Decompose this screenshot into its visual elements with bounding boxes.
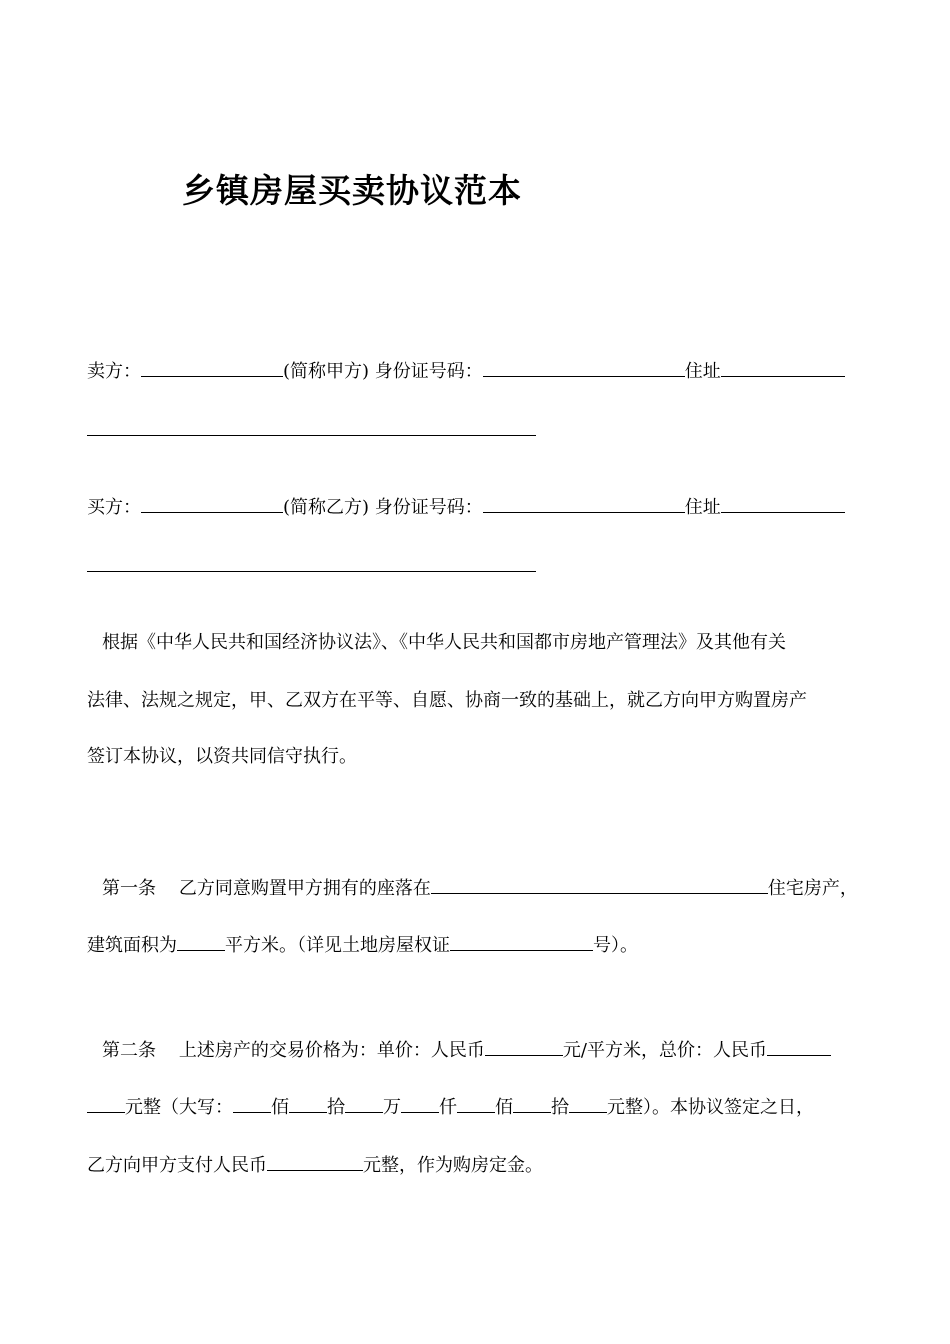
article2-line3-b: 元整，作为购房定金。: [363, 1155, 543, 1176]
buyer-address-label: 住址: [684, 497, 721, 518]
seller-label: 卖方：: [87, 361, 141, 382]
article2-line2-a: 元整（大写：: [125, 1097, 233, 1118]
floor-area-blank[interactable]: [177, 932, 225, 951]
article1-text-a: 乙方同意购置甲方拥有的座落在: [178, 878, 431, 899]
article1-heading: 第一条: [102, 878, 156, 899]
article1-line2-b: 平方米。（详见土地房屋权证: [225, 935, 450, 956]
article1-line-1: [87, 875, 858, 901]
article1-line-2: [87, 932, 638, 958]
seller-address-blank[interactable]: [721, 358, 845, 377]
article2-text-b: 元/平方米，总价：人民币: [562, 1040, 767, 1061]
amount-blank-3[interactable]: [345, 1094, 383, 1113]
seller-address-continued-blank[interactable]: [87, 435, 536, 436]
property-location-blank[interactable]: [431, 875, 768, 894]
certificate-number-blank[interactable]: [450, 932, 593, 951]
deposit-amount-blank[interactable]: [267, 1152, 363, 1171]
amount-blank-2[interactable]: [289, 1094, 327, 1113]
article2-line-3: [87, 1152, 543, 1178]
seller-alias: (简称甲方): [283, 361, 370, 382]
seller-id-label: 身份证号码：: [374, 361, 483, 382]
article1-text-b: 住宅房产，: [767, 878, 858, 899]
amount-blank-4[interactable]: [401, 1094, 439, 1113]
seller-name-blank[interactable]: [141, 358, 283, 377]
buyer-address-continued-blank[interactable]: [87, 571, 536, 572]
buyer-line: [87, 494, 845, 520]
document-title: 乡镇房屋买卖协议范本: [182, 171, 522, 210]
amount-blank-6[interactable]: [513, 1094, 551, 1113]
buyer-alias: (简称乙方): [283, 497, 370, 518]
article2-line-2: [87, 1094, 814, 1120]
amount-blank-1[interactable]: [233, 1094, 271, 1113]
article2-u-end: 元整）。本协议签定之日，: [607, 1097, 814, 1118]
article2-heading: 第二条: [102, 1040, 156, 1061]
article2-line3-a: 乙方向甲方支付人民币: [87, 1155, 267, 1176]
unit-price-blank[interactable]: [485, 1037, 563, 1056]
article1-line2-c: 号）。: [593, 935, 638, 956]
seller-line: [87, 358, 845, 384]
unit-shi: 拾: [327, 1097, 345, 1118]
preamble-line-3: 签订本协议，以资共同信守执行。: [87, 746, 357, 767]
preamble-line-2: 法律、法规之规定，甲、乙双方在平等、自愿、协商一致的基础上，就乙方向甲方购置房产: [87, 690, 807, 711]
article2-line-1: [87, 1037, 831, 1063]
unit-qian: 仟: [439, 1097, 457, 1118]
seller-address-label: 住址: [684, 361, 721, 382]
buyer-name-blank[interactable]: [141, 494, 283, 513]
unit-wan: 万: [383, 1097, 401, 1118]
total-price-continued-blank[interactable]: [87, 1094, 125, 1113]
article2-text-a: 上述房产的交易价格为：单价：人民币: [178, 1040, 485, 1061]
buyer-id-blank[interactable]: [483, 494, 685, 513]
buyer-address-blank[interactable]: [721, 494, 845, 513]
seller-id-blank[interactable]: [483, 358, 685, 377]
amount-blank-5[interactable]: [457, 1094, 495, 1113]
total-price-blank[interactable]: [767, 1037, 831, 1056]
article1-line2-a: 建筑面积为: [87, 935, 177, 956]
preamble-line-1: 根据《中华人民共和国经济协议法》、《中华人民共和国都市房地产管理法》及其他有关: [102, 632, 786, 653]
buyer-label: 买方：: [87, 497, 141, 518]
unit-shi-2: 拾: [551, 1097, 569, 1118]
buyer-id-label: 身份证号码：: [374, 497, 483, 518]
unit-bai-2: 佰: [495, 1097, 513, 1118]
unit-bai: 佰: [271, 1097, 289, 1118]
amount-blank-7[interactable]: [569, 1094, 607, 1113]
